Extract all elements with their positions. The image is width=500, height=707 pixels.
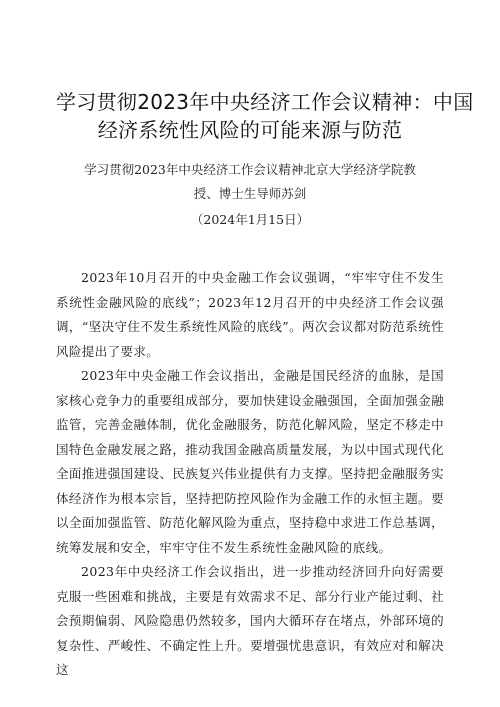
author-line-2: 授、博士生导师苏剑 [193,186,307,201]
document-title [56,88,474,144]
paragraph-3: 2023年中央经济工作会议指出，进一步推动经济回升向好需要克服一些困难和挑战，主要是有效需求不足、部分行业产能过剩、社会预期偏弱、风险隐患仍然较多，国内大循环存在堵点，外部环境的复杂性、严峻性、不确定性上升。要增强忧患意识，有效应对和解决这 [56,564,444,677]
paragraph-1: 2023年10月召开的中央金融工作会议强调，“牢牢守住不发生系统性金融风险的底线”；2023年12月召开的中央经济工作会议强调，“坚决守住不发生系统性风险的底线”。两次会议都对防范系统性风险提出了要求。 [56,270,444,359]
document-date: （2024年1月15日） [190,212,310,227]
title-line-1: 学习贯彻2023年中央经济工作会议精神：中国 [56,90,474,114]
title-line-2: 经济系统性风险的可能来源与防范 [97,118,403,142]
paragraph-2: 2023年中央金融工作会议指出，金融是国民经济的血脉，是国家核心竞争力的重要组成部分，要加快建设金融强国，全面加强金融监管，完善金融体制，优化金融服务，防范化解风险，坚定不移走中国特色金融发展之路，推动我国金融高质量发展，为以中国式现代化全面推进强国建设、民族复兴伟业提供有力支撑。坚持把金融服务实体经济作为根本宗旨，坚持把防控风险作为金融工作的永恒主题。要以全面加强监管、防范化解风险为重点，坚持稳中求进工作总基调，统筹发展和安全，牢牢守住不发生系统性金融风险的底线。 [56,368,444,555]
author-line-1: 学习贯彻2023年中央经济工作会议精神北京大学经济学院教 [84,162,416,177]
